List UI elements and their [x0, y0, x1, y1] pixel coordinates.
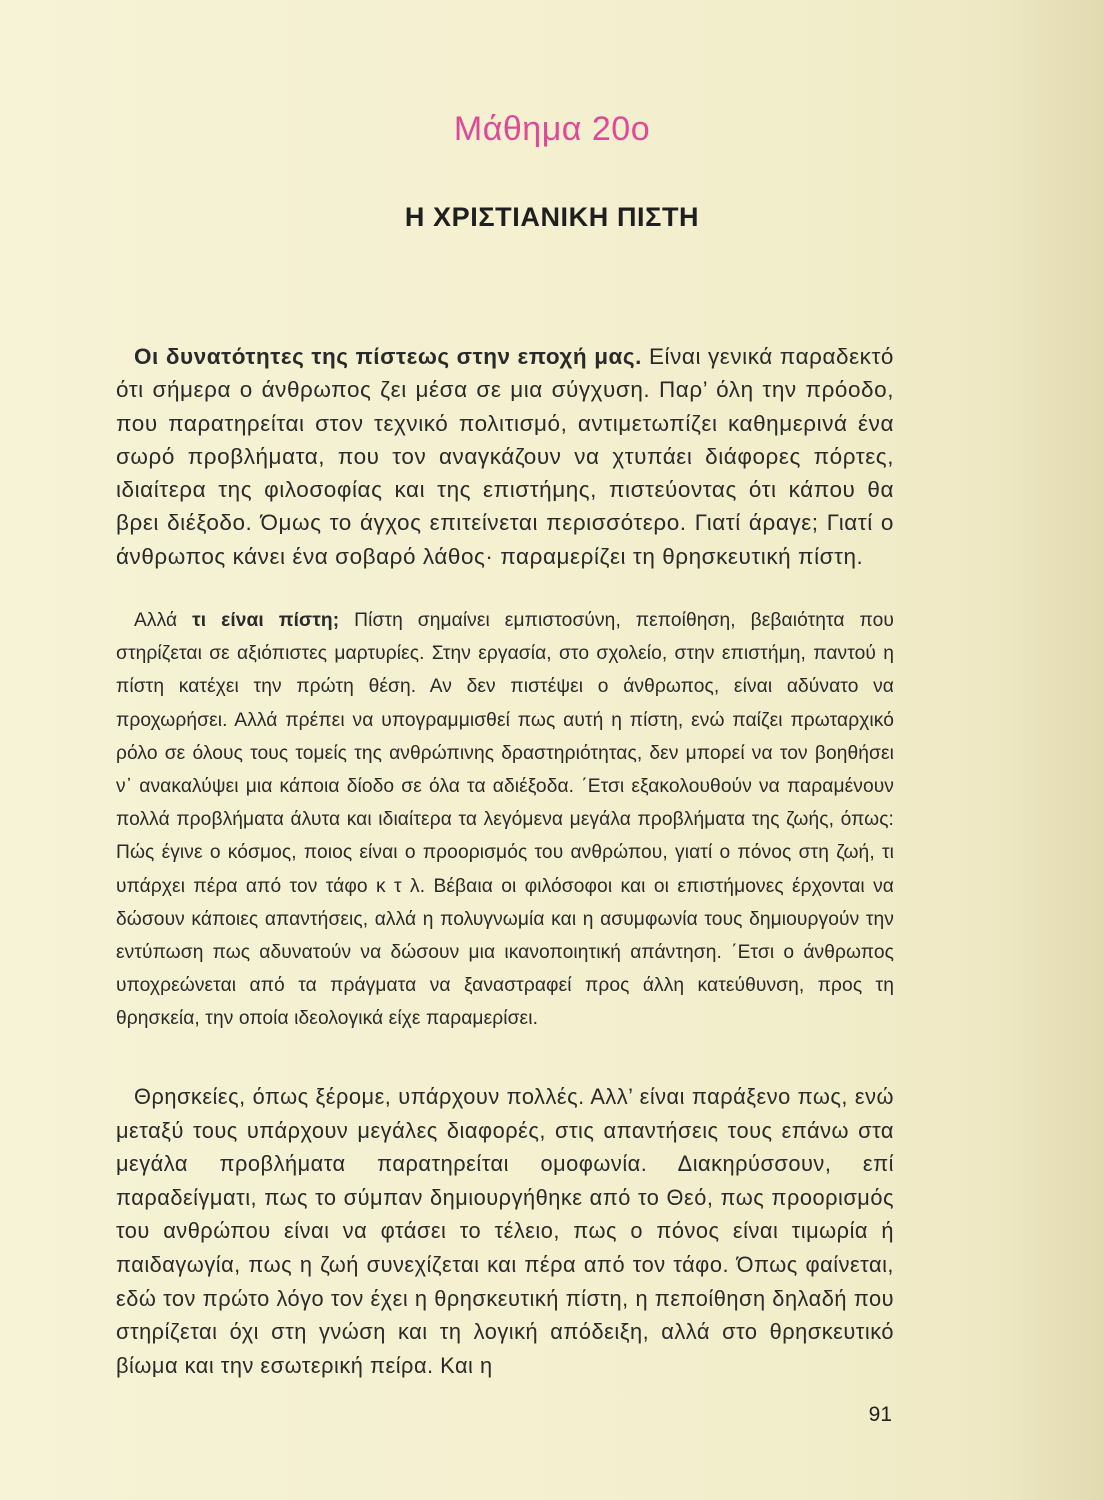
paragraph-1: [116, 340, 894, 573]
paragraph-2: [116, 604, 894, 1036]
paragraph-2-question: τι είναι πίστη;: [192, 610, 340, 631]
paragraph-3: [116, 1080, 894, 1382]
paragraph-2-text: Πίστη σημαίνει εμπιστοσύνη, πεποίθηση, βεβαιότητα που στηρίζεται σε αξιόπιστες μαρτυρίες. Στην εργασία, στο σχολείο, στην επιστήμη, παντού η πίστη κατέχει την πρώτη θέση. Αν δεν πιστέψει ο άνθρωπος, είναι αδύνατο να προχωρήσει. Αλλά πρέπει να υπογραμμισθεί πως αυτή η πίστη, ενώ παίζει πρωταρχικό ρόλο σε όλους τους τομείς της ανθρώπινης δραστηριότητας, δεν μπορεί να τον βοηθήσει ν᾽ ανακαλύψει μια κάποια δίοδο σε όλα τα αδιέξοδα. ΄Ετσι εξακολουθούν να παραμένουν πολλά προβλήματα άλυτα και ιδιαίτερα τα λεγόμενα μεγάλα προβλήματα της ζωής, όπως: Πώς έγινε ο κόσμος, ποιος είναι ο προορισμός του ανθρώπου, γιατί ο πόνος στη ζωή, τι υπάρχει πέρα από τον τάφο κ τ λ. Βέβαια οι φιλόσοφοι και οι επιστήμονες έρχονται να δώσουν κάποιες απαντήσεις, αλλά η πολυγνωμία και η ασυμφωνία τους δημιουργούν την εντύπωση πως αδυνατούν να δώσουν μια ικανοποιητική απάντηση. ΄Ετσι ο άνθρωπος υποχρεώνεται από τα πράγματα να ξαναστραφεί προς άλλη κατεύθυνση, προς τη θρησκεία, την οποία ιδεολογικά είχε παραμερίσει.: [116, 610, 894, 1030]
paragraph-1-heading: Οι δυνατότητες της πίστεως στην εποχή μας.: [134, 344, 642, 369]
paragraph-3-text: Θρησκείες, όπως ξέρομε, υπάρχουν πολλές. Αλλ’ είναι παράξενο πως, ενώ μεταξύ τους υπάρχουν μεγάλες διαφορές, στις απαντήσεις τους επάνω στα μεγάλα προβλήματα παρατηρείται ομοφωνία. Διακηρύσσουν, επί παραδείγματι, πως το σύμπαν δημιουργήθηκε από το Θεό, πως προορισμός του ανθρώπου είναι να φτάσει το τέλειο, πως ο πόνος είναι τιμωρία ή παιδαγωγία, πως η ζωή συνεχίζεται και πέρα από τον τάφο. Όπως φαίνεται, εδώ τον πρώτο λόγο τον έχει η θρησκευτική πίστη, η πεποίθηση δηλαδή που στηρίζεται όχι στη γνώση και τη λογική απόδειξη, αλλά στο θρησκευτικό βίωμα και την εσωτερική πείρα. Και η: [116, 1084, 894, 1378]
chapter-title: Η ΧΡΙΣΤΙΑΝΙΚΗ ΠΙΣΤΗ: [404, 202, 700, 232]
lesson-title: Μάθημα 20ο: [453, 110, 651, 148]
paragraph-2-prefix: Αλλά: [134, 610, 193, 631]
paragraph-1-text: Είναι γενικά παραδεκτό ότι σήμερα ο άνθρωπος ζει μέσα σε μια σύγχυση. Παρ’ όλη την πρόοδο, που παρατηρείται στον τεχνικό πολιτισμό, αντιμετωπίζει καθημερινά ένα σωρό προβλήματα, που τον αναγκάζουν να χτυπάει διάφορες πόρτες, ιδιαίτερα της φιλοσοφίας και της επιστήμης, πιστεύοντας ότι κάπου θα βρει διέξοδο. Όμως το άγχος επιτείνεται περισσότερο. Γιατί άραγε; Γιατί ο άνθρωπος κάνει ένα σοβαρό λάθος· παραμερίζει τη θρησκευτική πίστη.: [116, 344, 894, 569]
page-number: 91: [868, 1403, 892, 1426]
